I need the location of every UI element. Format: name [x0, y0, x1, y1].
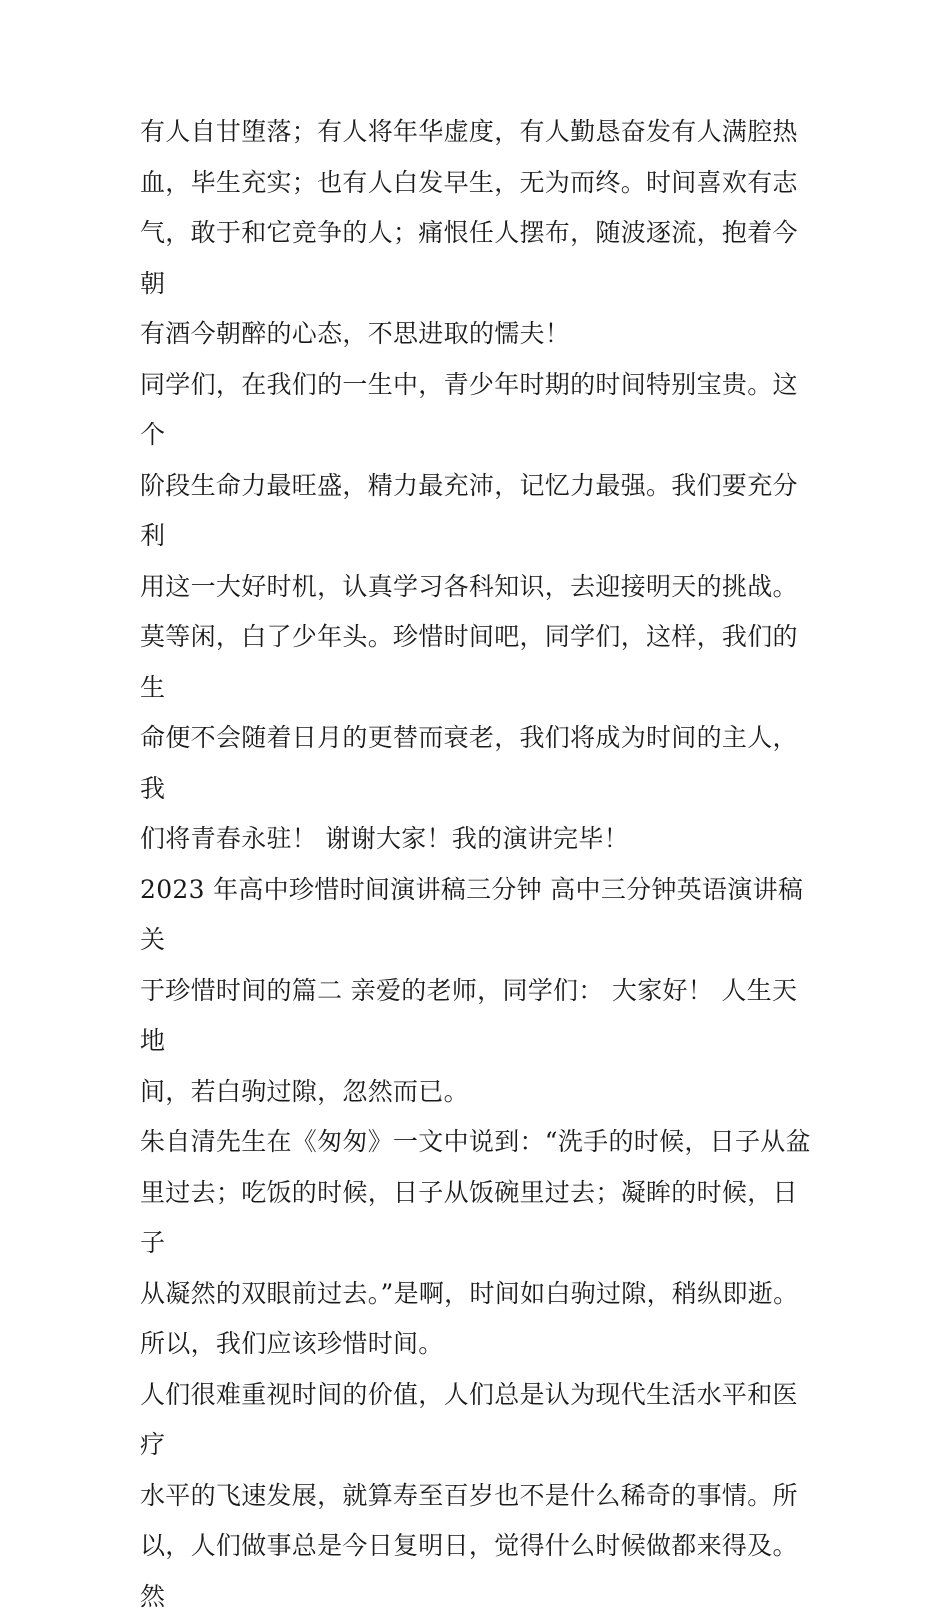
paragraph-1: 有人自甘堕落；有人将年华虚度，有人勤恳奋发有人满腔热 血，毕生充实；也有人白发早生，无为而终。时间喜欢有志 气，敢于和它竞争的人；痛恨任人摆布，随波逐流，抱着今朝 有酒今朝醉的心态，不思进取的懦夫！ — [140, 107, 820, 360]
document-body — [140, 107, 820, 1622]
paragraph-4: 2023 年高中珍惜时间演讲稿三分钟 高中三分钟英语演讲稿关 于珍惜时间的篇二 亲爱的老师，同学们： 大家好！ 人生天地 间，若白驹过隙，忽然而已。 — [140, 865, 820, 1118]
paragraph-6: 人们很难重视时间的价值，人们总是认为现代生活水平和医疗 水平的飞速发展，就算寿至百岁也不是什么稀奇的事情。所 以，人们做事总是今日复明日，觉得什么时候做都来得及。然 — [140, 1370, 820, 1622]
paragraph-3: 莫等闲，白了少年头。珍惜时间吧，同学们，这样，我们的生 命便不会随着日月的更替而衰老，我们将成为时间的主人，我 们将青春永驻！ 谢谢大家！我的演讲完毕！ — [140, 612, 820, 865]
paragraph-2: 同学们，在我们的一生中，青少年时期的时间特别宝贵。这个 阶段生命力最旺盛，精力最充沛，记忆力最强。我们要充分利 用这一大好时机，认真学习各科知识，去迎接明天的挑战。 — [140, 360, 820, 613]
paragraph-5: 朱自清先生在《匆匆》一文中说到：“洗手的时候，日子从盆 里过去；吃饭的时候，日子从饭碗里过去；凝眸的时候，日子 从凝然的双眼前过去。”是啊，时间如白驹过隙，稍纵即逝。 所以，我们应该珍惜时间。 — [140, 1117, 820, 1370]
